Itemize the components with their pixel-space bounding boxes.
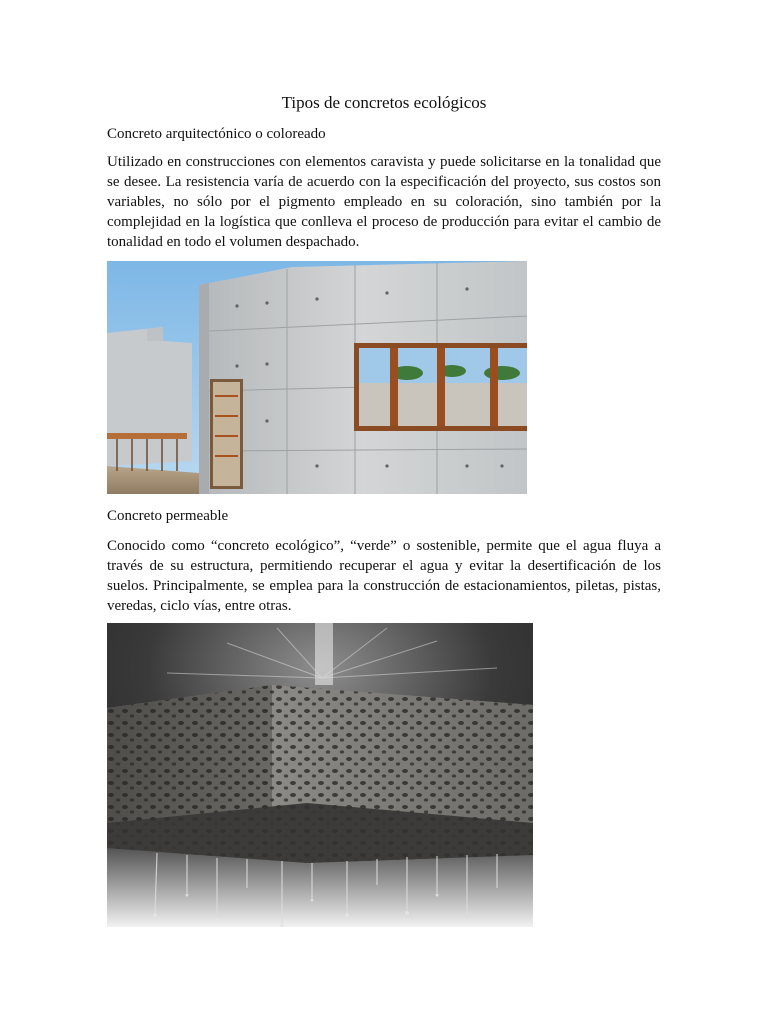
section-heading-architectural: Concreto arquitectónico o coloreado bbox=[107, 126, 326, 142]
section-paragraph-architectural: Utilizado en construcciones con elementos caravista y puede solicitarse en la tonalidad que se desee. La resistencia varía de acuerdo con la especificación del proyecto, sus costos son variables, no sólo por el pigmento empleado en su coloración, sino también por la complejidad en la logística que conlleva el proceso de producción para evitar el cambio de tonalidad en todo el volumen despachado. bbox=[107, 154, 661, 250]
permeable-concrete-photo bbox=[107, 623, 533, 927]
section-heading-permeable: Concreto permeable bbox=[107, 508, 229, 524]
document-title: Tipos de concretos ecológicos bbox=[281, 93, 487, 112]
concrete-wall-photo bbox=[107, 261, 527, 494]
section-paragraph-permeable: Conocido como “concreto ecológico”, “verde” o sostenible, permite que el agua fluya a través de su estructura, permitiendo recuperar el agua y evitar la desertificación de los suelos. Principalmente, se emplea para la construcción de estacionamientos, piletas, pistas, veredas, ciclo vías, entre otras. bbox=[107, 538, 661, 614]
